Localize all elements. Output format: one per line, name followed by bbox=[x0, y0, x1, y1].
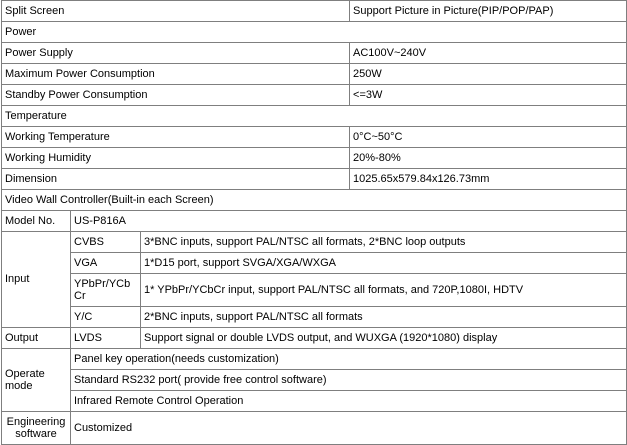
output-label: Output bbox=[2, 328, 71, 349]
row-working-temp bbox=[2, 127, 627, 148]
operate-mode-item-1: Panel key operation(needs customization) bbox=[71, 349, 627, 370]
input-type-ypbpr: YPbPr/YCbCr bbox=[71, 274, 141, 307]
row-input-cvbs bbox=[2, 232, 627, 253]
row-model bbox=[2, 211, 627, 232]
operate-mode-item-2: Standard RS232 port( provide free control software) bbox=[71, 370, 627, 391]
engineering-label: Engineering software bbox=[2, 412, 71, 445]
power-section-header: Power bbox=[2, 22, 627, 43]
row-operate-2 bbox=[2, 370, 627, 391]
row-output bbox=[2, 328, 627, 349]
model-label: Model No. bbox=[2, 211, 71, 232]
dimension-label: Dimension bbox=[2, 169, 350, 190]
dimension-value: 1025.65x579.84x126.73mm bbox=[350, 169, 627, 190]
row-power-supply bbox=[2, 43, 627, 64]
input-desc-cvbs: 3*BNC inputs, support PAL/NTSC all formats, 2*BNC loop outputs bbox=[141, 232, 627, 253]
operate-mode-label: Operate mode bbox=[2, 349, 71, 412]
power-supply-value: AC100V~240V bbox=[350, 43, 627, 64]
output-desc: Support signal or double LVDS output, and WUXGA (1920*1080) display bbox=[141, 328, 627, 349]
engineering-value: Customized bbox=[71, 412, 627, 445]
max-power-label: Maximum Power Consumption bbox=[2, 64, 350, 85]
model-value: US-P816A bbox=[71, 211, 627, 232]
input-label: Input bbox=[2, 232, 71, 328]
row-engineering bbox=[2, 412, 627, 445]
row-input-ypbpr bbox=[2, 274, 627, 307]
row-max-power bbox=[2, 64, 627, 85]
row-split-screen bbox=[2, 1, 627, 22]
working-temp-value: 0°C~50°C bbox=[350, 127, 627, 148]
temperature-section-header: Temperature bbox=[2, 106, 627, 127]
split-screen-value: Support Picture in Picture(PIP/POP/PAP) bbox=[350, 1, 627, 22]
operate-mode-item-3: Infrared Remote Control Operation bbox=[71, 391, 627, 412]
output-type: LVDS bbox=[71, 328, 141, 349]
working-humidity-value: 20%-80% bbox=[350, 148, 627, 169]
power-supply-label: Power Supply bbox=[2, 43, 350, 64]
standby-power-label: Standby Power Consumption bbox=[2, 85, 350, 106]
row-working-humidity bbox=[2, 148, 627, 169]
input-type-yc: Y/C bbox=[71, 307, 141, 328]
split-screen-label: Split Screen bbox=[2, 1, 350, 22]
row-temperature-header bbox=[2, 106, 627, 127]
input-desc-yc: 2*BNC inputs, support PAL/NTSC all formats bbox=[141, 307, 627, 328]
working-temp-label: Working Temperature bbox=[2, 127, 350, 148]
row-input-vga bbox=[2, 253, 627, 274]
max-power-value: 250W bbox=[350, 64, 627, 85]
spec-table bbox=[1, 0, 627, 445]
row-power-header bbox=[2, 22, 627, 43]
row-operate-3 bbox=[2, 391, 627, 412]
row-standby-power bbox=[2, 85, 627, 106]
working-humidity-label: Working Humidity bbox=[2, 148, 350, 169]
standby-power-value: <=3W bbox=[350, 85, 627, 106]
row-dimension bbox=[2, 169, 627, 190]
row-operate-1 bbox=[2, 349, 627, 370]
input-desc-vga: 1*D15 port, support SVGA/XGA/WXGA bbox=[141, 253, 627, 274]
row-controller-header bbox=[2, 190, 627, 211]
input-desc-ypbpr: 1* YPbPr/YCbCr input, support PAL/NTSC all formats, and 720P,1080I, HDTV bbox=[141, 274, 627, 307]
row-input-yc bbox=[2, 307, 627, 328]
controller-section-header: Video Wall Controller(Built-in each Screen) bbox=[2, 190, 627, 211]
input-type-cvbs: CVBS bbox=[71, 232, 141, 253]
input-type-vga: VGA bbox=[71, 253, 141, 274]
